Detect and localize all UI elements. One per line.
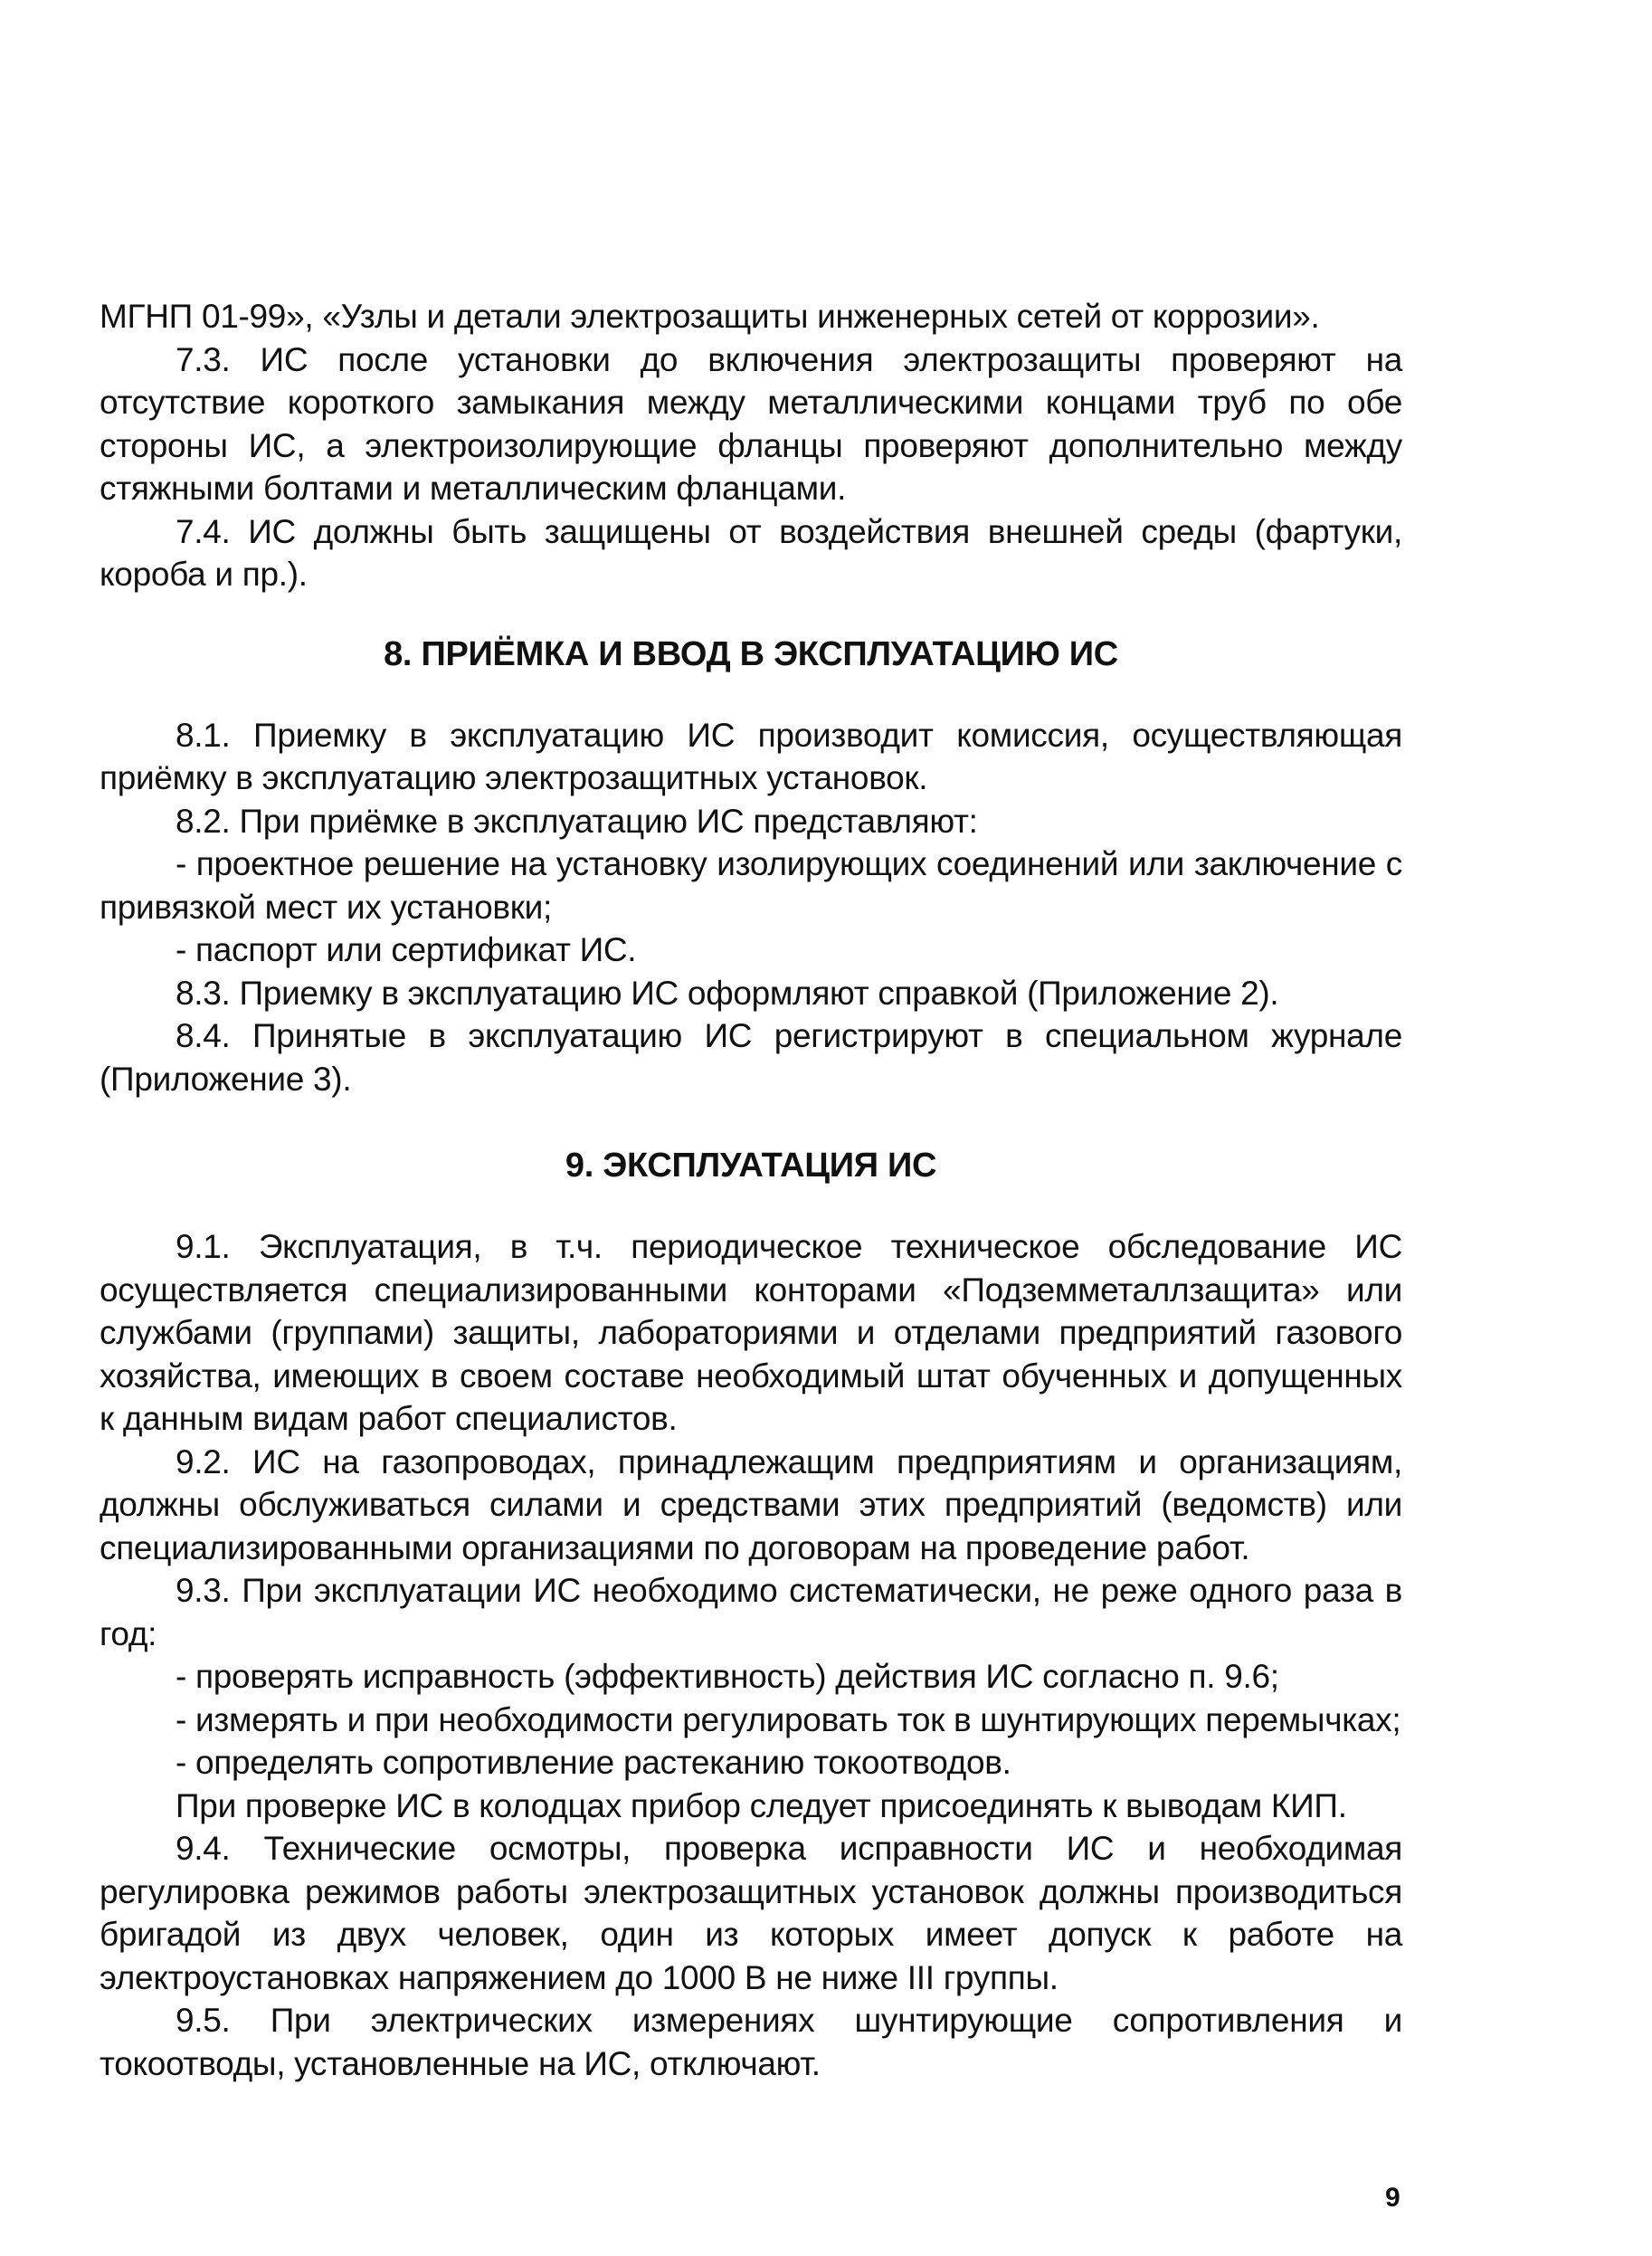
paragraph-wells-check: При проверке ИС в колодцах прибор следует присоединять к выводам КИП. xyxy=(176,1786,1347,1824)
paragraph-8-4: 8.4. Принятые в эксплуатацию ИС регистрируют в специальном журнале (Приложение 3). xyxy=(100,1017,1402,1098)
paragraph-9-2: 9.2. ИС на газопроводах, принадлежащим предприятиям и организациям, должны обслуживаться силами и средствами этих предприятий (ведомств) или специализированными организациями по договорам на проведение работ. xyxy=(100,1442,1402,1566)
paragraph-9-1: 9.1. Эксплуатация, в т.ч. периодическое техническое обследование ИС осуществляется специализированными конторами «Подземметаллзащита» или службами (группами) защиты, лабораториями и отделами предприятий газового хозяйства, имеющих в своем составе необходимый штат обученных и допущенных к данным видам работ специалистов. xyxy=(100,1228,1402,1437)
list-item-project-decision: - проектное решение на установку изолирующих соединений или заключение с привязкой мест их установки; xyxy=(100,845,1402,926)
list-item-measure-current: - измерять и при необходимости регулировать ток в шунтирующих перемычках; xyxy=(176,1700,1401,1738)
section-8-heading: 8. ПРИЁМКА И ВВОД В ЭКСПЛУАТАЦИЮ ИС xyxy=(384,634,1118,673)
paragraph-9-5: 9.5. При электрических измерениях шунтирующие сопротивления и токоотводы, установленные на ИС, отключают. xyxy=(100,2002,1402,2082)
paragraph-7-3: 7.3. ИС после установки до включения электрозащиты проверяют на отсутствие короткого замыкания между металлическими концами труб по обе стороны ИС, а электроизолирующие фланцы проверяют дополнительно между стяжными болтами и металлическим фланцами. xyxy=(100,340,1402,507)
document-page xyxy=(100,295,1402,2085)
paragraph-7-4: 7.4. ИС должны быть защищены от воздействия внешней среды (фартуки, короба и пр.). xyxy=(100,512,1402,593)
list-item-passport: - паспорт или сертификат ИС. xyxy=(176,931,637,968)
section-9-heading: 9. ЭКСПЛУАТАЦИЯ ИС xyxy=(565,1147,937,1185)
paragraph-7-2-continuation: МГНП 01-99», «Узлы и детали электрозащиты инженерных сетей от коррозии». xyxy=(100,298,1320,335)
paragraph-9-3: 9.3. При эксплуатации ИС необходимо систематически, не реже одного раза в год: xyxy=(100,1572,1402,1652)
list-item-resistance: - определять сопротивление растеканию токоотводов. xyxy=(176,1744,1011,1781)
paragraph-8-3: 8.3. Приемку в эксплуатацию ИС оформляют справкой (Приложение 2). xyxy=(176,974,1279,1012)
page-number: 9 xyxy=(1385,2183,1400,2213)
paragraph-8-2: 8.2. При приёмке в эксплуатацию ИС представляют: xyxy=(176,802,978,840)
paragraph-8-1: 8.1. Приемку в эксплуатацию ИС производит комиссия, осуществляющая приёмку в эксплуатацию электрозащитных установок. xyxy=(100,716,1402,796)
paragraph-9-4: 9.4. Технические осмотры, проверка исправности ИС и необходимая регулировка режимов работы электрозащитных установок должны производиться бригадой из двух человек, один из которых имеет допуск к работе на электроустановках напряжением до 1000 В не ниже III группы. xyxy=(100,1830,1402,1996)
list-item-check-serviceability: - проверять исправность (эффективность) действия ИС согласно п. 9.6; xyxy=(176,1658,1279,1695)
